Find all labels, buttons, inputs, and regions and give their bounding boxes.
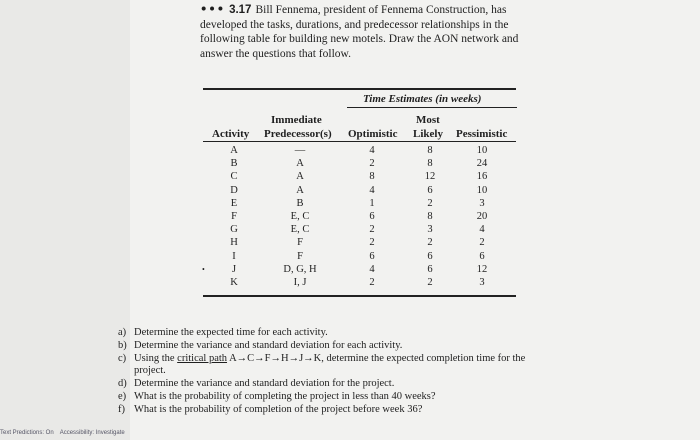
questions-list xyxy=(118,327,548,417)
cell-optimistic: 6 xyxy=(369,211,375,222)
cell-activity: D xyxy=(230,184,238,196)
cell-pessimistic: 16 xyxy=(476,171,488,183)
group-header: Time Estimates (in weeks) xyxy=(363,93,482,105)
question-b: b) Determine the variance and standard deviation for each activity. xyxy=(118,339,403,351)
cell-pessimistic: 10 xyxy=(476,145,488,156)
cell-predecessors: B xyxy=(296,197,304,209)
cell-predecessors: I, J xyxy=(293,277,307,288)
cell-likely: 8 xyxy=(427,145,433,156)
cell-pessimistic: 4 xyxy=(479,224,485,236)
cell-likely: 3 xyxy=(427,224,433,236)
cell-pessimistic: 10 xyxy=(476,184,488,196)
problem-number: 3.17 xyxy=(229,4,252,16)
cell-predecessors: — xyxy=(294,145,306,156)
cell-pessimistic: 3 xyxy=(479,277,485,288)
cell-activity: B xyxy=(230,158,238,170)
status-footer xyxy=(0,430,200,440)
cell-predecessors: F xyxy=(297,250,303,262)
table-bottom-rule xyxy=(203,295,516,297)
cell-pessimistic: 2 xyxy=(479,237,485,249)
cell-likely: 6 xyxy=(427,263,433,275)
question-e: e) What is the probability of completing the project in less than 40 weeks? xyxy=(118,390,436,402)
cell-likely: 2 xyxy=(427,237,433,249)
header-optimistic: Optimistic xyxy=(348,128,398,140)
cell-likely: 6 xyxy=(427,184,433,196)
header-immediate: Immediate xyxy=(271,114,322,126)
cell-pessimistic: 3 xyxy=(479,197,485,209)
text-predictions-status[interactable]: Text Predictions: On xyxy=(0,430,54,436)
cell-activity: A xyxy=(230,145,238,156)
cell-optimistic: 2 xyxy=(369,158,375,170)
question-a: a) Determine the expected time for each activity. xyxy=(118,327,328,338)
cell-optimistic: 4 xyxy=(369,184,375,196)
cell-optimistic: 4 xyxy=(369,263,375,275)
header-bottom-rule xyxy=(203,141,516,142)
problem-statement xyxy=(200,2,540,61)
cell-predecessors: A xyxy=(296,184,304,196)
cell-predecessors: D, G, H xyxy=(283,263,317,275)
critical-path-link: critical path xyxy=(177,352,228,364)
question-c: c) Using the critical path A→C→F→H→J→K, determine the expected completion time for the project. xyxy=(118,352,526,377)
cell-activity: I xyxy=(232,250,236,262)
cell-predecessors: A xyxy=(296,171,304,183)
cell-activity: G xyxy=(230,224,238,236)
cell-activity: K xyxy=(230,277,238,288)
question-f: f) What is the probability of completion of the project before week 36? xyxy=(118,403,423,415)
cell-pessimistic: 12 xyxy=(476,263,488,275)
header-most: Most xyxy=(416,114,440,126)
header-pessimistic: Pessimistic xyxy=(456,128,508,140)
cell-optimistic: 8 xyxy=(369,171,375,183)
cell-optimistic: 2 xyxy=(369,277,375,288)
cell-optimistic: 2 xyxy=(369,224,375,236)
cell-likely: 2 xyxy=(427,197,433,209)
cell-optimistic: 1 xyxy=(369,197,375,209)
problem-text: Bill Fennema, president of Fennema Construction, has developed the tasks, durations, and predecessor relationships in the following table for building new motels. Draw the AON network and answer the questions that follow. xyxy=(200,4,519,60)
cell-activity: F xyxy=(231,211,237,222)
table-top-rule xyxy=(203,88,516,90)
cell-likely: 2 xyxy=(427,277,433,288)
header-likely: Likely xyxy=(413,128,443,140)
cell-optimistic: 4 xyxy=(369,145,375,156)
more-icon: ••• xyxy=(200,2,226,16)
cell-pessimistic: 24 xyxy=(476,158,488,170)
cell-pessimistic: 6 xyxy=(479,250,485,262)
cell-activity: J xyxy=(231,263,237,275)
cell-predecessors: F xyxy=(297,237,303,249)
cell-predecessors: E, C xyxy=(290,211,310,222)
cell-pessimistic: 20 xyxy=(476,211,488,222)
cell-predecessors: A xyxy=(296,158,304,170)
header-activity: Activity xyxy=(212,128,250,140)
cell-likely: 8 xyxy=(427,211,433,222)
cell-optimistic: 6 xyxy=(369,250,375,262)
group-header-rule xyxy=(347,107,517,108)
header-predecessors: Predecessor(s) xyxy=(264,128,332,140)
cell-activity: H xyxy=(230,237,238,249)
cell-optimistic: 2 xyxy=(369,237,375,249)
accessibility-status[interactable]: Accessibility: Investigate xyxy=(59,430,125,436)
cell-likely: 12 xyxy=(424,171,436,183)
question-d: d) Determine the variance and standard deviation for the project. xyxy=(118,378,395,390)
cell-likely: 8 xyxy=(427,158,433,170)
cell-activity: E xyxy=(230,197,238,209)
cell-predecessors: E, C xyxy=(290,224,310,236)
stray-dot: • xyxy=(202,265,205,274)
cell-activity: C xyxy=(230,171,238,183)
cell-likely: 6 xyxy=(427,250,433,262)
